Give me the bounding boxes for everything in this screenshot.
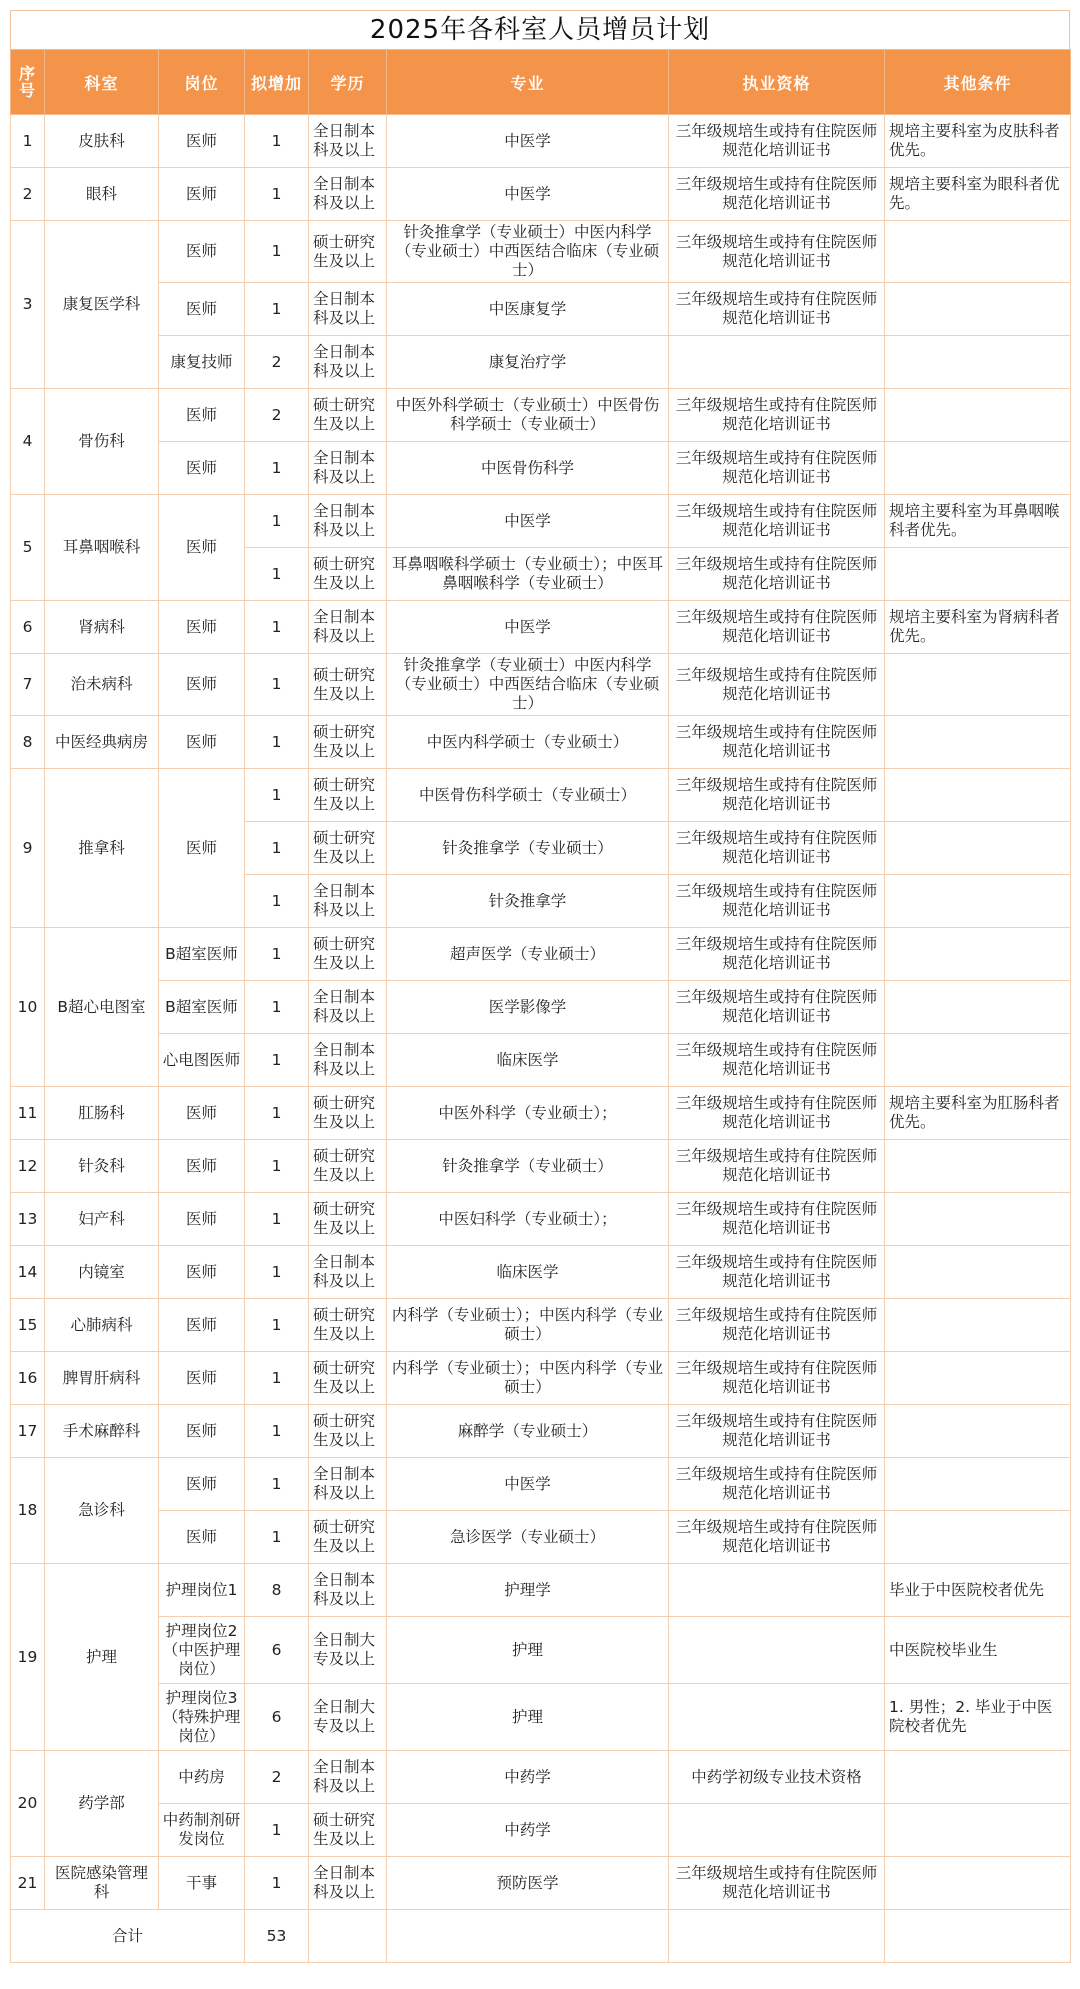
cell-edu: 全日制本科及以上 <box>309 283 387 336</box>
cell-major: 急诊医学（专业硕士） <box>387 1511 669 1564</box>
cell-other: 规培主要科室为肛肠科者优先。 <box>885 1087 1071 1140</box>
table-row <box>11 981 1071 1034</box>
cell-edu: 硕士研究生及以上 <box>309 1804 387 1857</box>
cell-seq: 15 <box>11 1299 45 1352</box>
cell-seq: 9 <box>11 769 45 928</box>
cell-seq: 13 <box>11 1193 45 1246</box>
cell-post: 医师 <box>159 1193 245 1246</box>
cell-seq: 7 <box>11 654 45 716</box>
cell-edu: 硕士研究生及以上 <box>309 1140 387 1193</box>
cell-other: 规培主要科室为肾病科者优先。 <box>885 601 1071 654</box>
cell-post: 医师 <box>159 1405 245 1458</box>
table-row <box>11 1193 1071 1246</box>
cell-other <box>885 1140 1071 1193</box>
cell-qual: 三年级规培生或持有住院医师规范化培训证书 <box>669 1458 885 1511</box>
cell-edu: 硕士研究生及以上 <box>309 654 387 716</box>
table-row <box>11 716 1071 769</box>
cell-num: 8 <box>245 1564 309 1617</box>
cell-major: 耳鼻咽喉科学硕士（专业硕士）；中医耳鼻咽喉科学（专业硕士） <box>387 548 669 601</box>
table-row <box>11 495 1071 548</box>
cell-major: 中医骨伤科学硕士（专业硕士） <box>387 769 669 822</box>
cell-num: 6 <box>245 1617 309 1684</box>
cell-qual: 三年级规培生或持有住院医师规范化培训证书 <box>669 875 885 928</box>
cell-other <box>885 389 1071 442</box>
cell-major: 中药学 <box>387 1804 669 1857</box>
cell-dept: 心肺病科 <box>45 1299 159 1352</box>
cell-qual: 三年级规培生或持有住院医师规范化培训证书 <box>669 822 885 875</box>
table-row <box>11 1751 1071 1804</box>
cell-edu: 全日制本科及以上 <box>309 336 387 389</box>
cell-dept: 药学部 <box>45 1751 159 1857</box>
cell-qual: 三年级规培生或持有住院医师规范化培训证书 <box>669 928 885 981</box>
cell-num: 1 <box>245 769 309 822</box>
table-row <box>11 1034 1071 1087</box>
header-seq: 序号 <box>11 50 45 115</box>
cell-post: 医师 <box>159 1299 245 1352</box>
cell-other <box>885 1246 1071 1299</box>
cell-major: 中医学 <box>387 495 669 548</box>
cell-seq: 1 <box>11 115 45 168</box>
cell-num: 1 <box>245 875 309 928</box>
cell-edu: 全日制大专及以上 <box>309 1617 387 1684</box>
header-num: 拟增加 <box>245 50 309 115</box>
cell-other: 中医院校毕业生 <box>885 1617 1071 1684</box>
header-post: 岗位 <box>159 50 245 115</box>
cell-edu: 硕士研究生及以上 <box>309 822 387 875</box>
table-row <box>11 1140 1071 1193</box>
cell-seq: 16 <box>11 1352 45 1405</box>
cell-other <box>885 654 1071 716</box>
cell-edu: 全日制本科及以上 <box>309 115 387 168</box>
cell-post: 心电图医师 <box>159 1034 245 1087</box>
cell-major: 针灸推拿学（专业硕士）中医内科学（专业硕士）中西医结合临床（专业硕士） <box>387 221 669 283</box>
cell-num: 1 <box>245 495 309 548</box>
cell-qual: 三年级规培生或持有住院医师规范化培训证书 <box>669 168 885 221</box>
header-row <box>11 50 1071 115</box>
cell-dept: 耳鼻咽喉科 <box>45 495 159 601</box>
cell-num: 1 <box>245 1405 309 1458</box>
cell-seq: 14 <box>11 1246 45 1299</box>
cell-post: 医师 <box>159 389 245 442</box>
cell-seq: 4 <box>11 389 45 495</box>
cell-major: 护理 <box>387 1617 669 1684</box>
table-row <box>11 1458 1071 1511</box>
cell-dept: 护理 <box>45 1564 159 1751</box>
cell-qual: 三年级规培生或持有住院医师规范化培训证书 <box>669 442 885 495</box>
cell-post: 护理岗位1 <box>159 1564 245 1617</box>
cell-edu: 全日制本科及以上 <box>309 1857 387 1910</box>
cell-post: 医师 <box>159 1458 245 1511</box>
table-row <box>11 1857 1071 1910</box>
table-row <box>11 221 1071 283</box>
cell-other: 规培主要科室为眼科者优先。 <box>885 168 1071 221</box>
cell-other: 1. 男性；2. 毕业于中医院校者优先 <box>885 1684 1071 1751</box>
cell-post: 中药制剂研发岗位 <box>159 1804 245 1857</box>
table-row <box>11 1684 1071 1751</box>
cell-major: 中医骨伤科学 <box>387 442 669 495</box>
cell-qual: 三年级规培生或持有住院医师规范化培训证书 <box>669 115 885 168</box>
cell-major: 针灸推拿学（专业硕士）中医内科学（专业硕士）中西医结合临床（专业硕士） <box>387 654 669 716</box>
cell-qual: 三年级规培生或持有住院医师规范化培训证书 <box>669 1034 885 1087</box>
table-row <box>11 1299 1071 1352</box>
cell-post: B超室医师 <box>159 928 245 981</box>
total-empty <box>669 1910 885 1963</box>
cell-post: 医师 <box>159 1352 245 1405</box>
cell-num: 1 <box>245 1140 309 1193</box>
cell-major: 医学影像学 <box>387 981 669 1034</box>
cell-num: 1 <box>245 1352 309 1405</box>
cell-num: 1 <box>245 981 309 1034</box>
cell-edu: 硕士研究生及以上 <box>309 716 387 769</box>
cell-other <box>885 1511 1071 1564</box>
cell-num: 1 <box>245 1193 309 1246</box>
cell-qual: 三年级规培生或持有住院医师规范化培训证书 <box>669 548 885 601</box>
header-other: 其他条件 <box>885 50 1071 115</box>
cell-major: 中医康复学 <box>387 283 669 336</box>
table-row <box>11 115 1071 168</box>
cell-qual: 三年级规培生或持有住院医师规范化培训证书 <box>669 1511 885 1564</box>
cell-edu: 全日制本科及以上 <box>309 875 387 928</box>
cell-major: 麻醉学（专业硕士） <box>387 1405 669 1458</box>
cell-post: 医师 <box>159 1140 245 1193</box>
cell-major: 针灸推拿学（专业硕士） <box>387 822 669 875</box>
cell-dept: 医院感染管理科 <box>45 1857 159 1910</box>
cell-seq: 2 <box>11 168 45 221</box>
cell-major: 康复治疗学 <box>387 336 669 389</box>
cell-post: 医师 <box>159 716 245 769</box>
cell-qual: 三年级规培生或持有住院医师规范化培训证书 <box>669 283 885 336</box>
cell-post: 医师 <box>159 495 245 601</box>
cell-major: 中医内科学硕士（专业硕士） <box>387 716 669 769</box>
cell-major: 临床医学 <box>387 1246 669 1299</box>
table-row <box>11 1246 1071 1299</box>
cell-edu: 硕士研究生及以上 <box>309 389 387 442</box>
cell-qual <box>669 1617 885 1684</box>
cell-other <box>885 875 1071 928</box>
cell-num: 1 <box>245 1458 309 1511</box>
cell-major: 内科学（专业硕士）；中医内科学（专业硕士） <box>387 1352 669 1405</box>
cell-num: 1 <box>245 601 309 654</box>
cell-qual <box>669 1684 885 1751</box>
cell-num: 1 <box>245 115 309 168</box>
cell-edu: 硕士研究生及以上 <box>309 769 387 822</box>
cell-dept: 皮肤科 <box>45 115 159 168</box>
cell-num: 2 <box>245 1751 309 1804</box>
cell-num: 1 <box>245 654 309 716</box>
cell-qual: 三年级规培生或持有住院医师规范化培训证书 <box>669 716 885 769</box>
cell-dept: 妇产科 <box>45 1193 159 1246</box>
cell-edu: 全日制本科及以上 <box>309 1458 387 1511</box>
cell-major: 针灸推拿学（专业硕士） <box>387 1140 669 1193</box>
cell-dept: 中医经典病房 <box>45 716 159 769</box>
cell-qual: 三年级规培生或持有住院医师规范化培训证书 <box>669 1193 885 1246</box>
cell-dept: 肾病科 <box>45 601 159 654</box>
cell-other <box>885 822 1071 875</box>
cell-seq: 11 <box>11 1087 45 1140</box>
table-row <box>11 389 1071 442</box>
cell-seq: 3 <box>11 221 45 389</box>
cell-num: 1 <box>245 1299 309 1352</box>
header-dept: 科室 <box>45 50 159 115</box>
cell-post: 医师 <box>159 442 245 495</box>
cell-major: 中医妇科学（专业硕士）； <box>387 1193 669 1246</box>
cell-num: 1 <box>245 1857 309 1910</box>
cell-edu: 硕士研究生及以上 <box>309 548 387 601</box>
cell-other: 规培主要科室为皮肤科者优先。 <box>885 115 1071 168</box>
table-row <box>11 1617 1071 1684</box>
cell-other <box>885 1751 1071 1804</box>
cell-other <box>885 283 1071 336</box>
table-row <box>11 442 1071 495</box>
table-row <box>11 168 1071 221</box>
cell-major: 中医学 <box>387 601 669 654</box>
cell-other <box>885 1352 1071 1405</box>
cell-dept: 眼科 <box>45 168 159 221</box>
cell-post: 医师 <box>159 283 245 336</box>
cell-num: 1 <box>245 1087 309 1140</box>
cell-other <box>885 928 1071 981</box>
table-row <box>11 1352 1071 1405</box>
cell-dept: 内镜室 <box>45 1246 159 1299</box>
cell-post: 医师 <box>159 1246 245 1299</box>
cell-num: 1 <box>245 822 309 875</box>
cell-major: 中医学 <box>387 115 669 168</box>
total-empty <box>387 1910 669 1963</box>
cell-post: 医师 <box>159 769 245 928</box>
cell-qual: 三年级规培生或持有住院医师规范化培训证书 <box>669 221 885 283</box>
cell-edu: 硕士研究生及以上 <box>309 1299 387 1352</box>
page-title: 2025年各科室人员增员计划 <box>10 10 1070 49</box>
cell-post: 护理岗位3（特殊护理岗位） <box>159 1684 245 1751</box>
cell-qual: 中药学初级专业技术资格 <box>669 1751 885 1804</box>
table-row <box>11 1511 1071 1564</box>
cell-other <box>885 548 1071 601</box>
cell-num: 1 <box>245 548 309 601</box>
cell-other <box>885 716 1071 769</box>
cell-num: 2 <box>245 336 309 389</box>
cell-other <box>885 1405 1071 1458</box>
cell-edu: 全日制大专及以上 <box>309 1684 387 1751</box>
cell-edu: 全日制本科及以上 <box>309 1034 387 1087</box>
table-row <box>11 654 1071 716</box>
cell-num: 6 <box>245 1684 309 1751</box>
cell-other <box>885 1193 1071 1246</box>
cell-seq: 18 <box>11 1458 45 1564</box>
cell-qual: 三年级规培生或持有住院医师规范化培训证书 <box>669 1857 885 1910</box>
cell-edu: 全日制本科及以上 <box>309 442 387 495</box>
cell-edu: 硕士研究生及以上 <box>309 1511 387 1564</box>
cell-major: 内科学（专业硕士）；中医内科学（专业硕士） <box>387 1299 669 1352</box>
document-page <box>10 10 1070 1963</box>
cell-other <box>885 1804 1071 1857</box>
cell-edu: 硕士研究生及以上 <box>309 928 387 981</box>
cell-major: 中医外科学硕士（专业硕士）中医骨伤科学硕士（专业硕士） <box>387 389 669 442</box>
cell-other: 毕业于中医院校者优先 <box>885 1564 1071 1617</box>
table-row <box>11 1087 1071 1140</box>
cell-dept: 肛肠科 <box>45 1087 159 1140</box>
cell-num: 1 <box>245 1511 309 1564</box>
cell-post: 医师 <box>159 115 245 168</box>
cell-seq: 5 <box>11 495 45 601</box>
cell-edu: 全日制本科及以上 <box>309 601 387 654</box>
table-row <box>11 1564 1071 1617</box>
cell-other <box>885 1299 1071 1352</box>
table-row <box>11 928 1071 981</box>
cell-qual: 三年级规培生或持有住院医师规范化培训证书 <box>669 1140 885 1193</box>
cell-num: 1 <box>245 716 309 769</box>
cell-qual: 三年级规培生或持有住院医师规范化培训证书 <box>669 389 885 442</box>
cell-post: 护理岗位2（中医护理岗位） <box>159 1617 245 1684</box>
cell-dept: 急诊科 <box>45 1458 159 1564</box>
cell-num: 1 <box>245 928 309 981</box>
cell-qual <box>669 1804 885 1857</box>
cell-post: 干事 <box>159 1857 245 1910</box>
cell-qual: 三年级规培生或持有住院医师规范化培训证书 <box>669 601 885 654</box>
cell-post: 医师 <box>159 1087 245 1140</box>
cell-dept: 康复医学科 <box>45 221 159 389</box>
cell-dept: 脾胃肝病科 <box>45 1352 159 1405</box>
cell-other: 规培主要科室为耳鼻咽喉科者优先。 <box>885 495 1071 548</box>
total-label: 合计 <box>11 1910 245 1963</box>
cell-other <box>885 1458 1071 1511</box>
cell-post: 康复技师 <box>159 336 245 389</box>
cell-edu: 全日制本科及以上 <box>309 1751 387 1804</box>
cell-dept: 针灸科 <box>45 1140 159 1193</box>
cell-major: 临床医学 <box>387 1034 669 1087</box>
cell-edu: 硕士研究生及以上 <box>309 1193 387 1246</box>
total-row <box>11 1910 1071 1963</box>
cell-num: 1 <box>245 442 309 495</box>
cell-seq: 17 <box>11 1405 45 1458</box>
cell-qual: 三年级规培生或持有住院医师规范化培训证书 <box>669 769 885 822</box>
cell-other <box>885 1034 1071 1087</box>
cell-num: 2 <box>245 389 309 442</box>
cell-other <box>885 1857 1071 1910</box>
table-row <box>11 283 1071 336</box>
cell-major: 中医外科学（专业硕士）； <box>387 1087 669 1140</box>
cell-seq: 10 <box>11 928 45 1087</box>
cell-dept: 手术麻醉科 <box>45 1405 159 1458</box>
cell-other <box>885 981 1071 1034</box>
cell-edu: 硕士研究生及以上 <box>309 1352 387 1405</box>
cell-major: 中医学 <box>387 1458 669 1511</box>
table-row <box>11 601 1071 654</box>
cell-post: 医师 <box>159 221 245 283</box>
cell-edu: 硕士研究生及以上 <box>309 1405 387 1458</box>
header-major: 专业 <box>387 50 669 115</box>
cell-edu: 全日制本科及以上 <box>309 495 387 548</box>
cell-seq: 20 <box>11 1751 45 1857</box>
cell-seq: 21 <box>11 1857 45 1910</box>
cell-other <box>885 336 1071 389</box>
cell-seq: 19 <box>11 1564 45 1751</box>
header-qual: 执业资格 <box>669 50 885 115</box>
total-num: 53 <box>245 1910 309 1963</box>
cell-post: 医师 <box>159 654 245 716</box>
cell-edu: 全日制本科及以上 <box>309 1246 387 1299</box>
cell-qual: 三年级规培生或持有住院医师规范化培训证书 <box>669 654 885 716</box>
cell-other <box>885 221 1071 283</box>
cell-qual: 三年级规培生或持有住院医师规范化培训证书 <box>669 1405 885 1458</box>
cell-major: 中医学 <box>387 168 669 221</box>
cell-major: 护理 <box>387 1684 669 1751</box>
cell-dept: B超心电图室 <box>45 928 159 1087</box>
cell-edu: 硕士研究生及以上 <box>309 1087 387 1140</box>
cell-post: B超室医师 <box>159 981 245 1034</box>
cell-major: 中药学 <box>387 1751 669 1804</box>
cell-num: 1 <box>245 283 309 336</box>
cell-qual: 三年级规培生或持有住院医师规范化培训证书 <box>669 981 885 1034</box>
cell-seq: 6 <box>11 601 45 654</box>
cell-num: 1 <box>245 168 309 221</box>
cell-other <box>885 769 1071 822</box>
cell-major: 针灸推拿学 <box>387 875 669 928</box>
cell-dept: 治未病科 <box>45 654 159 716</box>
cell-post: 中药房 <box>159 1751 245 1804</box>
table-row <box>11 1804 1071 1857</box>
table-row <box>11 769 1071 822</box>
cell-major: 护理学 <box>387 1564 669 1617</box>
cell-edu: 全日制本科及以上 <box>309 1564 387 1617</box>
cell-qual: 三年级规培生或持有住院医师规范化培训证书 <box>669 1087 885 1140</box>
total-empty <box>885 1910 1071 1963</box>
cell-qual: 三年级规培生或持有住院医师规范化培训证书 <box>669 1299 885 1352</box>
cell-qual <box>669 1564 885 1617</box>
cell-post: 医师 <box>159 1511 245 1564</box>
cell-post: 医师 <box>159 168 245 221</box>
cell-num: 1 <box>245 221 309 283</box>
table-row <box>11 336 1071 389</box>
cell-seq: 8 <box>11 716 45 769</box>
cell-qual: 三年级规培生或持有住院医师规范化培训证书 <box>669 495 885 548</box>
cell-num: 1 <box>245 1804 309 1857</box>
cell-dept: 骨伤科 <box>45 389 159 495</box>
cell-post: 医师 <box>159 601 245 654</box>
cell-qual: 三年级规培生或持有住院医师规范化培训证书 <box>669 1352 885 1405</box>
cell-qual <box>669 336 885 389</box>
table-row <box>11 1405 1071 1458</box>
cell-num: 1 <box>245 1034 309 1087</box>
cell-edu: 硕士研究生及以上 <box>309 221 387 283</box>
header-edu: 学历 <box>309 50 387 115</box>
staffing-plan-table <box>10 49 1071 1963</box>
cell-major: 预防医学 <box>387 1857 669 1910</box>
cell-edu: 全日制本科及以上 <box>309 981 387 1034</box>
cell-other <box>885 442 1071 495</box>
cell-seq: 12 <box>11 1140 45 1193</box>
cell-major: 超声医学（专业硕士） <box>387 928 669 981</box>
cell-edu: 全日制本科及以上 <box>309 168 387 221</box>
total-empty <box>309 1910 387 1963</box>
cell-qual: 三年级规培生或持有住院医师规范化培训证书 <box>669 1246 885 1299</box>
cell-dept: 推拿科 <box>45 769 159 928</box>
cell-num: 1 <box>245 1246 309 1299</box>
